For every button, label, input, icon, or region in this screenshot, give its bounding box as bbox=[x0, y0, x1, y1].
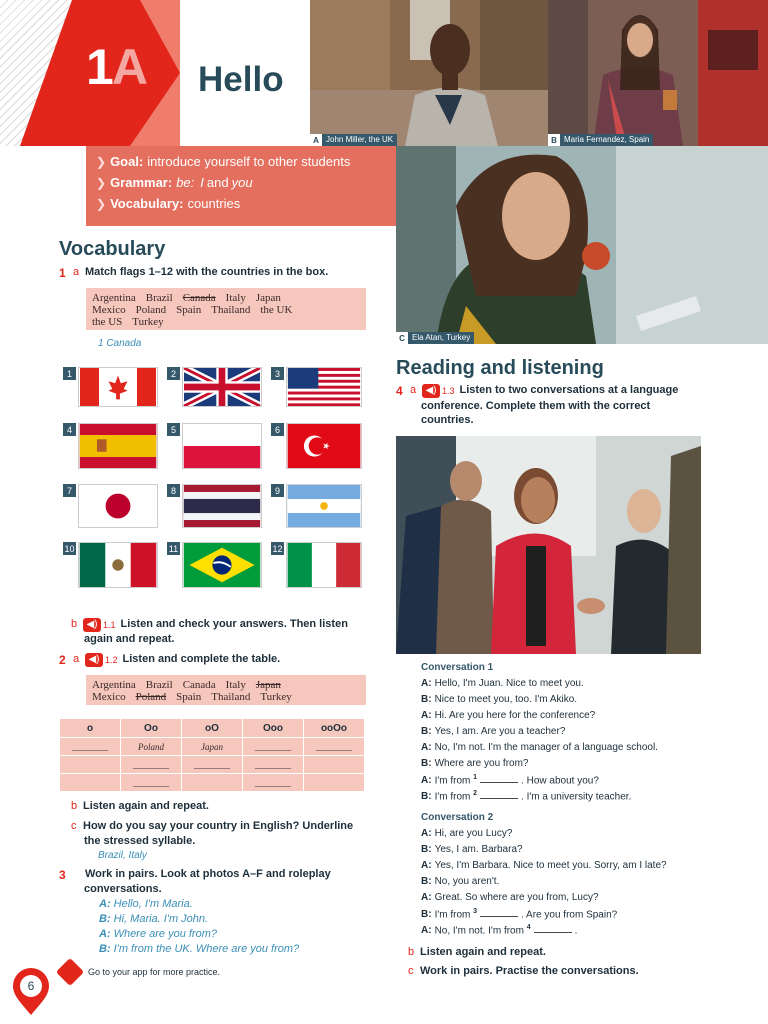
exercise-4c: c Work in pairs. Practise the conversations. bbox=[408, 965, 639, 977]
exercise-1a: 1 a Match flags 1–12 with the countries in the box. bbox=[59, 266, 329, 280]
gap-2-blank[interactable] bbox=[480, 798, 518, 799]
photo-c-caption: C Ela Atan, Turkey bbox=[396, 332, 474, 344]
roleplay-line: A: Where are you from? bbox=[99, 928, 217, 940]
speaker-icon: ◀) bbox=[422, 384, 440, 398]
table-cell[interactable] bbox=[304, 756, 365, 774]
table-cell[interactable]: ________ bbox=[243, 738, 304, 756]
gap-1-blank[interactable] bbox=[480, 782, 518, 783]
table-cell: Japan bbox=[182, 738, 243, 756]
audio-track-1-2[interactable]: ◀) 1.2 bbox=[85, 653, 118, 667]
page-title: Hello bbox=[198, 60, 284, 99]
flag-brazil-icon bbox=[182, 542, 262, 588]
exercise-3-line2: conversations. bbox=[84, 883, 162, 895]
dialogue-gap-line: A: No, I'm not. I'm from $^4$ . bbox=[421, 924, 578, 937]
flag-number: 7 bbox=[63, 484, 76, 497]
exercise-2c: c How do you say your country in English? Underline bbox=[71, 820, 354, 832]
chevron-right-icon: ❯ bbox=[96, 196, 107, 211]
table-row bbox=[60, 756, 365, 774]
flag-argentina-icon bbox=[286, 484, 362, 528]
flag-number: 1 bbox=[63, 367, 76, 380]
roleplay-line: B: I'm from the UK. Where are you from? bbox=[99, 943, 300, 955]
flag-canada-icon bbox=[78, 367, 158, 407]
conversation-title: Conversation 1 bbox=[421, 662, 494, 673]
dialogue-line: A: Hi. Are you here for the conference? bbox=[421, 710, 596, 721]
table-header: ooOo bbox=[304, 719, 365, 738]
gap-3-blank[interactable] bbox=[480, 916, 518, 917]
chevron-right-icon: ❯ bbox=[96, 154, 107, 169]
flag-number: 2 bbox=[167, 367, 180, 380]
table-cell: Poland bbox=[121, 738, 182, 756]
roleplay-example bbox=[99, 897, 299, 957]
flag-turkey-icon bbox=[286, 423, 362, 469]
stress-table bbox=[59, 718, 365, 792]
phone-app-icon bbox=[56, 958, 84, 986]
dialogue-line: B: Yes, I am. Barbara? bbox=[421, 844, 523, 855]
flag-number: 10 bbox=[64, 543, 75, 554]
table-cell[interactable]: ________ bbox=[243, 774, 304, 792]
table-header: o bbox=[60, 719, 121, 738]
example-answer: 1 Canada bbox=[98, 338, 142, 349]
flag-number: 6 bbox=[271, 423, 284, 436]
conversation-1 bbox=[421, 662, 721, 806]
flag-poland-icon bbox=[182, 423, 262, 469]
table-cell[interactable]: ________ bbox=[304, 738, 365, 756]
table-header: oO bbox=[182, 719, 243, 738]
dialogue-line: B: No, you aren't. bbox=[421, 876, 500, 887]
dialogue-line: B: Nice to meet you, too. I'm Akiko. bbox=[421, 694, 578, 705]
unit-number: 1A bbox=[86, 39, 146, 95]
photo-conference bbox=[396, 436, 701, 654]
flag-number: 9 bbox=[271, 484, 284, 497]
exercise-2c-answer: Brazil, Italy bbox=[98, 850, 147, 861]
table-row bbox=[60, 774, 365, 792]
vocabulary-heading: Vocabulary bbox=[59, 238, 166, 260]
dialogue-gap-line: B: I'm from $^2$ . I'm a university teacher. bbox=[421, 790, 632, 803]
table-header: Oo bbox=[121, 719, 182, 738]
exercise-4a-line2: conference. Complete them with the correct bbox=[421, 400, 651, 412]
word-box-stress: Argentina Brazil Canada Italy Japan Mexico Poland Spain Thailand Turkey bbox=[86, 675, 366, 705]
dialogue-gap-line: A: I'm from $^1$ . How about you? bbox=[421, 774, 599, 787]
table-header-row bbox=[60, 719, 365, 738]
flag-number: 12 bbox=[272, 543, 283, 554]
photo-b bbox=[548, 0, 768, 146]
flag-mexico-icon bbox=[78, 542, 158, 588]
table-cell[interactable]: ________ bbox=[121, 756, 182, 774]
table-cell[interactable]: ________ bbox=[60, 738, 121, 756]
exercise-1b-line2: again and repeat. bbox=[84, 633, 175, 645]
table-header: Ooo bbox=[243, 719, 304, 738]
flag-number: 5 bbox=[167, 423, 180, 436]
photo-b-image bbox=[548, 0, 768, 146]
dialogue-gap-line: B: I'm from $^3$ . Are you from Spain? bbox=[421, 908, 618, 921]
table-cell[interactable] bbox=[182, 774, 243, 792]
exercise-2c-line2: the stressed syllable. bbox=[84, 835, 196, 847]
dialogue-line: A: Yes, I'm Barbara. Nice to meet you. Sorry, am I late? bbox=[421, 860, 667, 871]
exercise-3: 3 Work in pairs. Look at photos A–F and roleplay bbox=[59, 868, 331, 882]
grammar-line: ❯ Grammar: be: I and you bbox=[96, 175, 253, 190]
app-practice-link[interactable]: Go to your app for more practice. bbox=[60, 962, 220, 982]
flag-italy-icon bbox=[286, 542, 362, 588]
exercise-1b: b ◀) 1.1 Listen and check your answers. Then listen bbox=[71, 618, 348, 630]
word-box-countries: Argentina Brazil Canada Italy Japan Mexico Poland Spain Thailand the UK the US Turkey bbox=[86, 288, 366, 330]
flag-spain-icon bbox=[78, 423, 158, 469]
flag-usa-icon bbox=[286, 367, 362, 407]
dialogue-line: B: Yes, I am. Are you a teacher? bbox=[421, 726, 566, 737]
dialogue-line: A: Great. So where are you from, Lucy? bbox=[421, 892, 599, 903]
dialogue-line: A: Hello, I'm Juan. Nice to meet you. bbox=[421, 678, 584, 689]
speaker-icon: ◀) bbox=[85, 653, 103, 667]
audio-track-1-1[interactable]: ◀) 1.1 bbox=[83, 618, 116, 632]
flag-thailand-icon bbox=[182, 484, 262, 528]
table-cell[interactable] bbox=[60, 756, 121, 774]
photo-c-image bbox=[396, 146, 768, 344]
exercise-2a: 2 a ◀) 1.2 Listen and complete the table. bbox=[59, 653, 281, 667]
table-cell[interactable]: ________ bbox=[182, 756, 243, 774]
table-row bbox=[60, 738, 365, 756]
goals-panel bbox=[86, 146, 396, 226]
photo-c bbox=[396, 146, 768, 344]
photo-a-caption: A John Miller, the UK bbox=[310, 134, 397, 146]
speaker-icon: ◀) bbox=[83, 618, 101, 632]
flag-number: 11 bbox=[168, 543, 179, 554]
flag-number: 8 bbox=[167, 484, 180, 497]
exercise-4a: 4 a ◀) 1.3 Listen to two conversations at a language bbox=[396, 384, 679, 398]
page-number: 6 bbox=[27, 979, 35, 993]
dialogue-line: B: Where are you from? bbox=[421, 758, 529, 769]
photo-a-image bbox=[310, 0, 548, 146]
reading-heading: Reading and listening bbox=[396, 357, 604, 379]
goal-line: ❯ Goal: introduce yourself to other students bbox=[96, 154, 351, 169]
exercise-2b: b Listen again and repeat. bbox=[71, 800, 209, 812]
gap-4-blank[interactable] bbox=[534, 932, 572, 933]
flag-number: 4 bbox=[63, 423, 76, 436]
table-cell[interactable] bbox=[304, 774, 365, 792]
dialogue-line: A: No, I'm not. I'm the manager of a language school. bbox=[421, 742, 658, 753]
chevron-right-icon: ❯ bbox=[96, 175, 107, 190]
conversation-2 bbox=[421, 812, 721, 940]
roleplay-line: B: Hi, Maria. I'm John. bbox=[99, 913, 209, 925]
table-cell[interactable]: ________ bbox=[243, 756, 304, 774]
photo-b-caption: B Maria Fernandez, Spain bbox=[548, 134, 653, 146]
roleplay-line: A: Hello, I'm Maria. bbox=[99, 898, 193, 910]
audio-track-1-3[interactable]: ◀) 1.3 bbox=[422, 384, 455, 398]
flag-japan-icon bbox=[78, 484, 158, 528]
exercise-4b: b Listen again and repeat. bbox=[408, 946, 546, 958]
conversation-title: Conversation 2 bbox=[421, 812, 494, 823]
table-cell[interactable] bbox=[60, 774, 121, 792]
vocabulary-line: ❯ Vocabulary: countries bbox=[96, 196, 241, 211]
dialogue-line: A: Hi, are you Lucy? bbox=[421, 828, 513, 839]
flag-number: 3 bbox=[271, 367, 284, 380]
table-cell[interactable]: ________ bbox=[121, 774, 182, 792]
photo-a bbox=[310, 0, 548, 146]
flag-uk-icon bbox=[182, 367, 262, 407]
exercise-4a-line3: countries. bbox=[421, 414, 474, 426]
photo-conference-image bbox=[396, 436, 701, 654]
